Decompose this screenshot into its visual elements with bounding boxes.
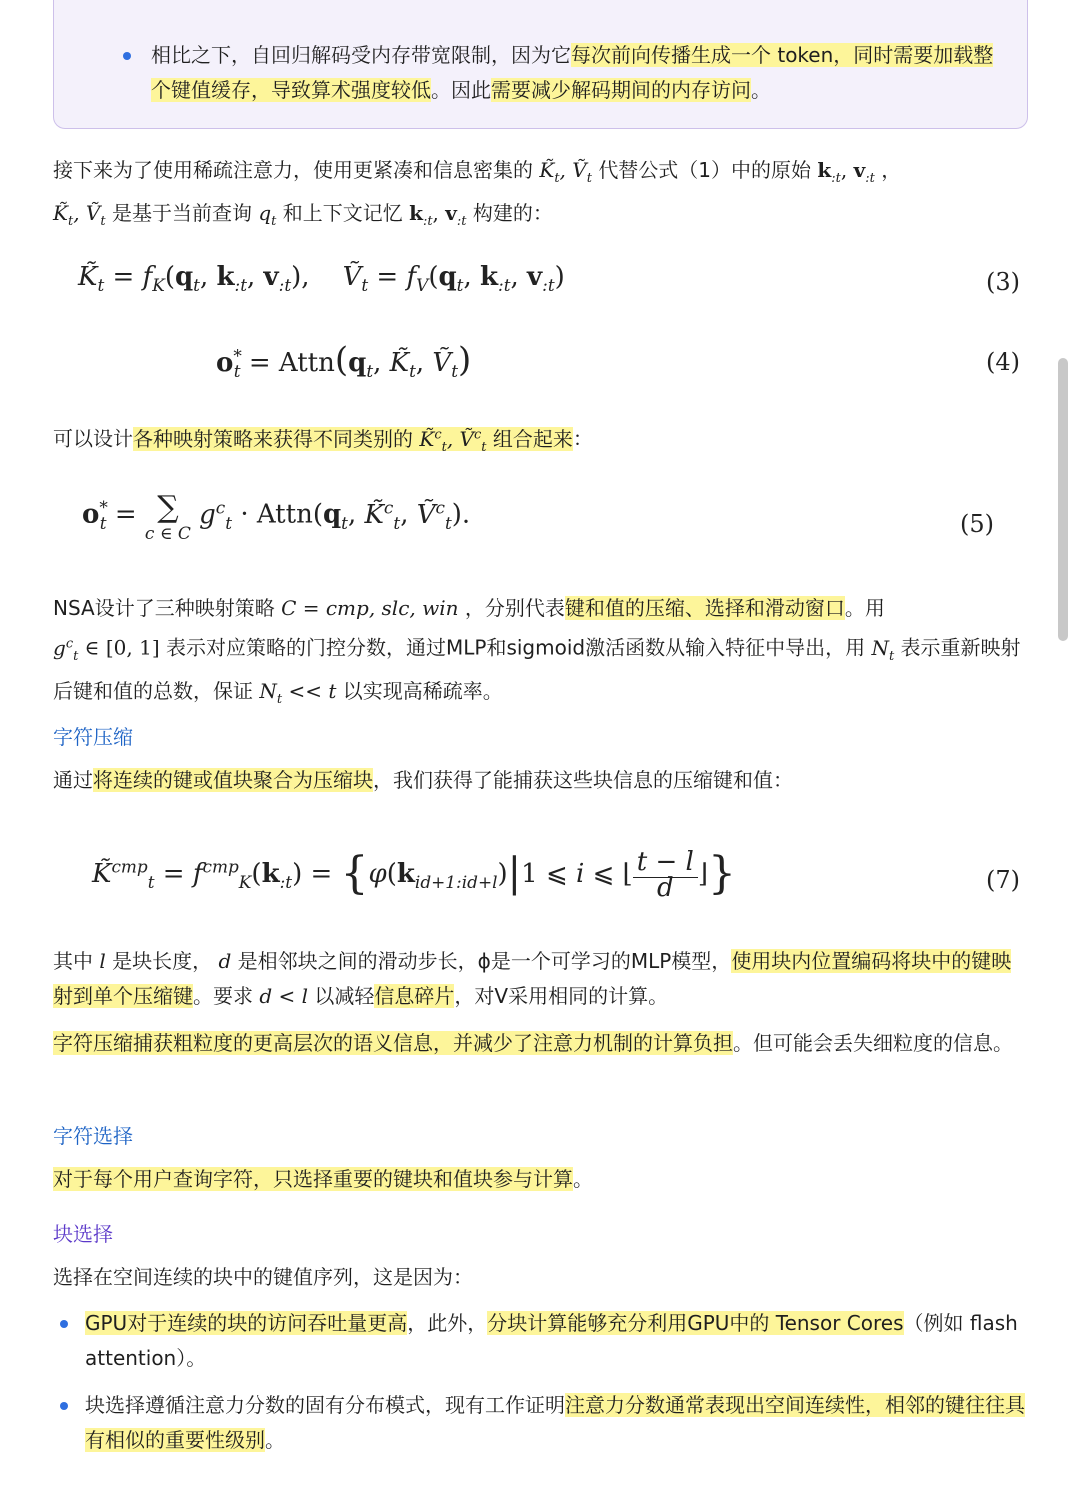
- section-heading-block-selection: 块选择: [53, 1222, 113, 1246]
- bullet-dot: [60, 1320, 68, 1328]
- equation-5: $o^*_t$ = ∑ c ∈ C $g^c_t$ · $Attn(q_t$, K̃$^c_t$, Ṽ$^c_t$).: [82, 490, 471, 544]
- math-inline: l: [99, 949, 106, 973]
- math-inline: d < l: [259, 984, 309, 1008]
- equation-number: (7): [986, 866, 1020, 894]
- section-heading-compression: 字符压缩: [53, 725, 133, 749]
- math-inline: k: [817, 158, 832, 182]
- math-inline: d: [218, 949, 232, 973]
- scrollbar-thumb[interactable]: [1058, 358, 1068, 641]
- callout-bullet: 相比之下，自回归解码受内存带宽限制，因为它每次前向传播生成一个 token，同时需要加载整个键值缓存，导致算术强度较低。因此需要减少解码期间的内存访问。: [151, 43, 994, 102]
- block-selection-intro: 选择在空间连续的块中的键值序列，这是因为：: [53, 1265, 473, 1289]
- block-bullet-2: 块选择遵循注意力分数的固有分布模式，现有工作证明注意力分数通常表现出空间连续性，相邻的键往往具有相似的重要性级别。: [85, 1393, 1025, 1452]
- math-inline: C = cmp, slc, win: [281, 596, 459, 620]
- math-inline: $N_t$: [871, 635, 895, 664]
- math-inline: $K̃_t$, Ṽ$_t$: [53, 201, 106, 229]
- selection-paragraph: 对于每个用户查询字符，只选择重要的键块和值块参与计算。: [53, 1167, 593, 1191]
- math-inline: K̃$^c_t$, Ṽ$^c_t$: [419, 426, 487, 455]
- math-inline: $q_t$: [258, 201, 277, 229]
- nsa-paragraph: NSA设计了三种映射策略 C = cmp, slc, win ，分别代表键和值的压缩、选择和滑动窗口。用 $g^c_t$ ∈ [0, 1] 表示对应策略的门控分数，通过MLP和sigmoid激活函数从输入特征中导出，用 $N_t$ 表示重新映射后键和值的总数，保证 $N_t << t$ 以实现高稀疏率。: [53, 596, 1021, 707]
- intro-paragraph: 接下来为了使用稀疏注意力，使用更紧凑和信息密集的 $K̃_t$, Ṽ$_t$ 代替公式（1）中的原始 $k_{:t}$, $v_{:t}$ ， $K̃_t$, Ṽ$_t$ 是基于当前查询 $q_t$ 和上下文记忆 $k_{:t}$, $v_{:t}$ 构建的：: [53, 158, 902, 229]
- compression-paragraph-1: 通过将连续的键或值块聚合为压缩块，我们获得了能捕获这些块信息的压缩键和值：: [53, 768, 793, 792]
- design-paragraph: 可以设计各种映射策略来获得不同类别的 K̃$^c_t$, Ṽ$^c_t$ 组合起来：: [53, 426, 593, 455]
- math-inline: $g^c_t$: [53, 635, 79, 664]
- equation-3: $K̃_t = f_K(q_t$, $k_{:t}$, $v_{:t}$), Ṽ$_t$ = $f_V(q_t$, $k_{:t}$, $v_{:t}$): [78, 262, 565, 296]
- math-inline: $N_t << t$: [259, 678, 337, 707]
- math-inline: k: [409, 201, 423, 225]
- block-bullet-1: GPU对于连续的块的访问吞吐量更高，此外，分块计算能够充分利用GPU中的 Tensor Cores（例如 flash attention）。: [85, 1311, 1018, 1370]
- math-inline: $K̃_t$, Ṽ$_t$: [539, 158, 592, 186]
- equation-4: $o^*_t$ = $Attn(q_t$, $K̃_t$, Ṽ$_t$): [216, 340, 472, 382]
- compression-paragraph-2: 其中 l 是块长度， d 是相邻块之间的滑动步长，ϕ是一个可学习的MLP模型，使用块内位置编码将块中的键映射到单个压缩键。要求 d < l 以减轻信息碎片，对V采用相同的计算。: [53, 949, 1012, 1008]
- compression-paragraph-3: 字符压缩捕获粗粒度的更高层次的语义信息，并减少了注意力机制的计算负担。但可能会丢失细粒度的信息。: [53, 1031, 1013, 1055]
- equation-number: (4): [986, 348, 1020, 376]
- bullet-dot: [60, 1402, 68, 1410]
- equation-7: K̃$^{cmp}_t$ = $f^{cmp}_K(k_{:t}) = \{\varphi(k_{id+1:id+l})|1$ ⩽ i ⩽ $⌊\frac{t - l}{d}⌋$}: [92, 847, 737, 903]
- equation-number: (3): [986, 268, 1020, 296]
- equation-number: (5): [960, 510, 994, 538]
- section-heading-selection: 字符选择: [53, 1124, 133, 1148]
- bullet-dot: [123, 52, 131, 60]
